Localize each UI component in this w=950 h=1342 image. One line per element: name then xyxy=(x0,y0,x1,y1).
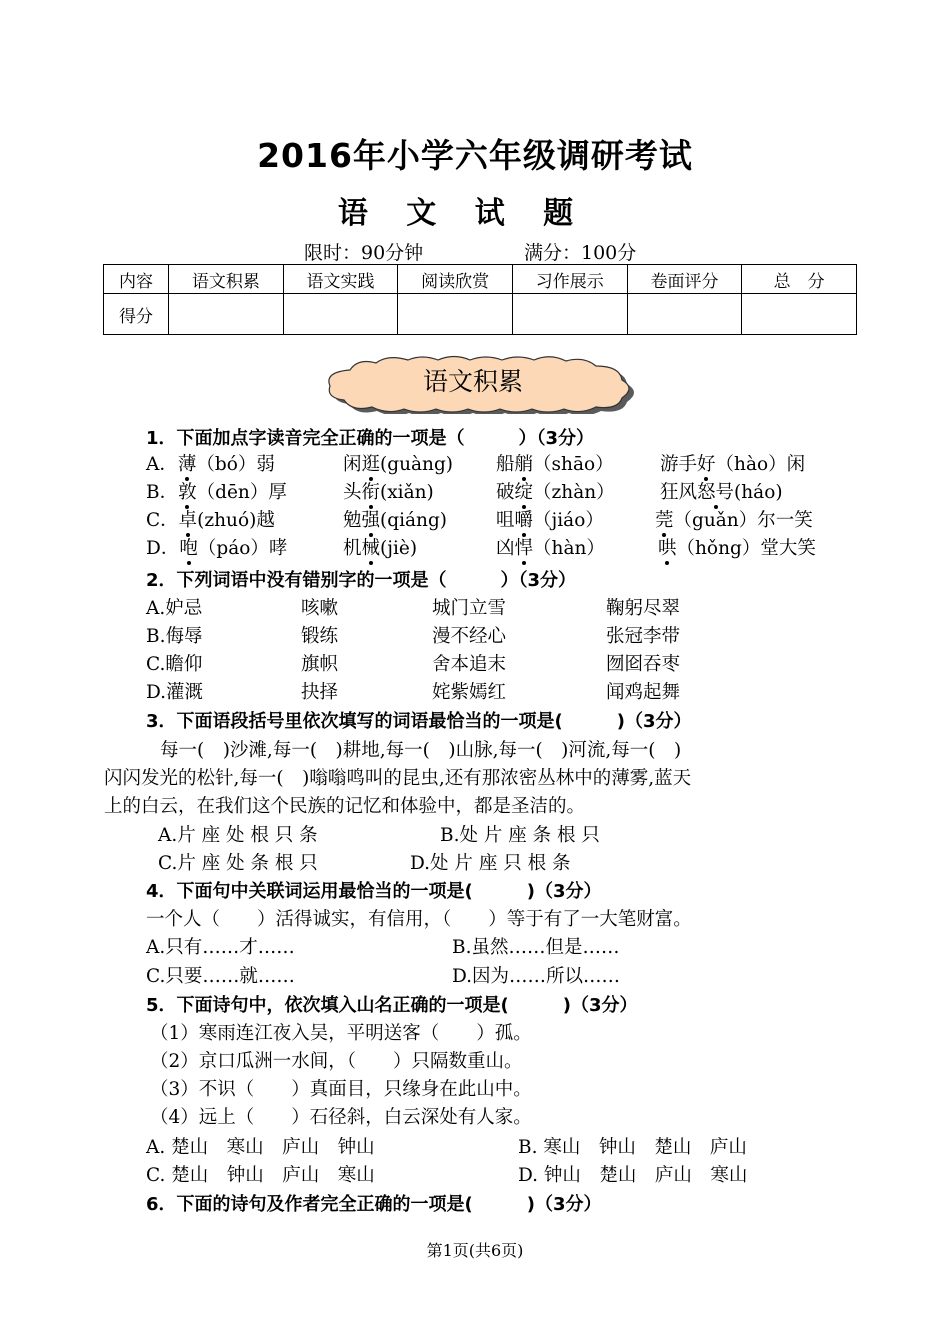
q2-option-a-4: 鞠躬尽翠 xyxy=(606,598,681,619)
q1-option-b-word2: 头衔(xiǎn) xyxy=(343,478,434,504)
q1-option-d-word2: 机械(jiè) xyxy=(343,534,417,560)
dotted-char: 哄 xyxy=(658,534,677,560)
q5-stem: 5．下面诗句中，依次填入山名正确的一项是( )（3分） xyxy=(146,995,638,1016)
score-box xyxy=(283,294,398,335)
score-box xyxy=(742,294,857,335)
q3-paragraph-line2: 闪闪发光的松针,每一( )嗡嗡鸣叫的昆虫,还有那浓密丛林中的薄雾,蓝天 xyxy=(104,768,692,789)
q4-option-b: B.虽然……但是…… xyxy=(452,937,620,958)
score-table xyxy=(103,264,857,335)
score-table-header-row xyxy=(104,265,857,294)
dotted-char: 绽 xyxy=(515,478,534,504)
dotted-char: 衔 xyxy=(362,478,381,504)
q6-stem: 6．下面的诗句及作者完全正确的一项是( )（3分） xyxy=(146,1194,602,1215)
dotted-char: 莞 xyxy=(655,506,674,532)
dotted-char: 卓 xyxy=(179,506,198,532)
score-table-cell: 卷面评分 xyxy=(627,265,742,294)
q1-option-b: B．敦（dēn）厚 xyxy=(146,478,287,504)
score-table-cell: 语文实践 xyxy=(283,265,398,294)
dotted-char: 敦 xyxy=(178,478,197,504)
q1-stem: 1．下面加点字读音完全正确的一项是（ ）（3分） xyxy=(146,428,595,449)
q1-option-a-word2: 闲逛(guàng) xyxy=(343,450,453,476)
score-table-cell: 阅读欣赏 xyxy=(398,265,513,294)
score-table-cell: 得分 xyxy=(104,294,169,335)
q4-option-a: A.只有……才…… xyxy=(146,937,295,958)
q1-option-d-word3: 凶悍（hàn） xyxy=(496,534,605,560)
dotted-char: 好 xyxy=(697,450,716,476)
q2-option-c-4: 囫囵吞枣 xyxy=(606,654,681,675)
score-box xyxy=(512,294,627,335)
dotted-char: 强 xyxy=(362,506,381,532)
q5-line-2: （2）京口瓜洲一水间，（ ）只隔数重山。 xyxy=(150,1051,523,1072)
score-table-cell: 总 分 xyxy=(742,265,857,294)
exam-title: 2016年小学六年级调研考试 xyxy=(257,136,693,175)
q2-option-b-2: 锻练 xyxy=(301,626,339,647)
q3-stem: 3．下面语段括号里依次填写的词语最恰当的一项是( )（3分） xyxy=(146,711,692,732)
q2-option-c-1: C.瞻仰 xyxy=(146,654,203,675)
q5-line-3: （3）不识（ ）真面目，只缘身在此山中。 xyxy=(150,1079,532,1100)
dotted-char: 怒号 xyxy=(697,478,734,504)
q1-option-a: A．薄（bó）弱 xyxy=(146,450,275,476)
q1-option-b-word3: 破绽（zhàn） xyxy=(496,478,615,504)
q3-paragraph-line3: 上的白云，在我们这个民族的记忆和体验中，都是圣洁的。 xyxy=(104,796,586,817)
q1-option-b-word4: 狂风怒号(háo) xyxy=(660,478,783,504)
q2-option-d-3: 姹紫嫣红 xyxy=(432,682,507,703)
score-box xyxy=(169,294,284,335)
section-badge xyxy=(318,354,638,414)
page-footer: 第1页(共6页) xyxy=(426,1241,524,1260)
q2-option-b-1: B.侮辱 xyxy=(146,626,203,647)
q5-option-c: C. 楚山 钟山 庐山 寒山 xyxy=(146,1165,375,1186)
q2-option-c-3: 舍本追末 xyxy=(432,654,507,675)
dotted-char: 逛 xyxy=(362,450,381,476)
q3-option-d: D.处 片 座 只 根 条 xyxy=(410,853,571,874)
q5-option-a: A. 楚山 寒山 庐山 钟山 xyxy=(146,1137,375,1158)
q1-option-c: C．卓(zhuó)越 xyxy=(146,506,275,532)
score-table-cell: 内容 xyxy=(104,265,169,294)
dotted-char: 悍 xyxy=(515,534,534,560)
q2-option-c-2: 旗帜 xyxy=(301,654,339,675)
q3-paragraph-line1: 每一( )沙滩,每一( )耕地,每一( )山脉,每一( )河流,每一( ) xyxy=(160,740,682,761)
q4-stem: 4．下面句中关联词运用最恰当的一项是( )（3分） xyxy=(146,881,602,902)
q3-option-c: C.片 座 处 条 根 只 xyxy=(158,853,318,874)
full-score: 满分：100分 xyxy=(524,242,637,264)
q2-stem: 2．下列词语中没有错别字的一项是（ ）（3分） xyxy=(146,570,577,591)
q1-option-d-word4: 哄（hǒng）堂大笑 xyxy=(658,534,816,560)
q2-option-b-4: 张冠李带 xyxy=(606,626,681,647)
q1-option-c-word4: 莞（guǎn）尔一笑 xyxy=(655,506,813,532)
q5-option-b: B. 寒山 钟山 楚山 庐山 xyxy=(518,1137,747,1158)
score-table-cell: 语文积累 xyxy=(169,265,284,294)
exam-subtitle: 语 文 试 题 xyxy=(337,196,588,231)
q5-line-4: （4）远上（ ）石径斜，白云深处有人家。 xyxy=(150,1107,532,1128)
score-box xyxy=(627,294,742,335)
q1-option-a-word4: 游手好（hào）闲 xyxy=(660,450,805,476)
dotted-char: 嚼 xyxy=(515,506,534,532)
q2-option-d-1: D.灌溉 xyxy=(146,682,204,703)
q2-option-d-4: 闻鸡起舞 xyxy=(606,682,681,703)
dotted-char: 械 xyxy=(362,534,381,560)
q4-sentence: 一个人（ ）活得诚实，有信用，（ ）等于有了一大笔财富。 xyxy=(146,909,692,930)
q2-option-a-3: 城门立雪 xyxy=(432,598,507,619)
q3-option-a: A.片 座 处 根 只 条 xyxy=(158,825,318,846)
q4-option-d: D.因为……所以…… xyxy=(452,966,621,987)
score-table-score-row xyxy=(104,294,857,335)
q2-option-b-3: 漫不经心 xyxy=(432,626,507,647)
q2-option-a-1: A.妒忌 xyxy=(146,598,203,619)
score-box xyxy=(398,294,513,335)
dotted-char: 薄 xyxy=(178,450,197,476)
time-limit: 限时：90分钟 xyxy=(304,242,424,264)
q2-option-d-2: 抉择 xyxy=(301,682,339,703)
q2-option-a-2: 咳嗽 xyxy=(301,598,339,619)
q5-option-d: D. 钟山 楚山 庐山 寒山 xyxy=(518,1165,748,1186)
q1-option-c-word2: 勉强(qiáng) xyxy=(343,506,447,532)
dotted-char: 艄 xyxy=(515,450,534,476)
q4-option-c: C.只要……就…… xyxy=(146,966,295,987)
dotted-char: 咆 xyxy=(179,534,198,560)
section-badge-label: 语文积累 xyxy=(422,367,523,396)
q1-option-a-word3: 船艄（shāo） xyxy=(496,450,614,476)
q5-line-1: （1）寒雨连江夜入吴，平明送客（ ）孤。 xyxy=(150,1023,532,1044)
q3-option-b: B.处 片 座 条 根 只 xyxy=(440,825,600,846)
q1-option-d: D．咆（páo）哮 xyxy=(146,534,287,560)
score-table-cell: 习作展示 xyxy=(512,265,627,294)
q1-option-c-word3: 咀嚼（jiáo） xyxy=(496,506,604,532)
